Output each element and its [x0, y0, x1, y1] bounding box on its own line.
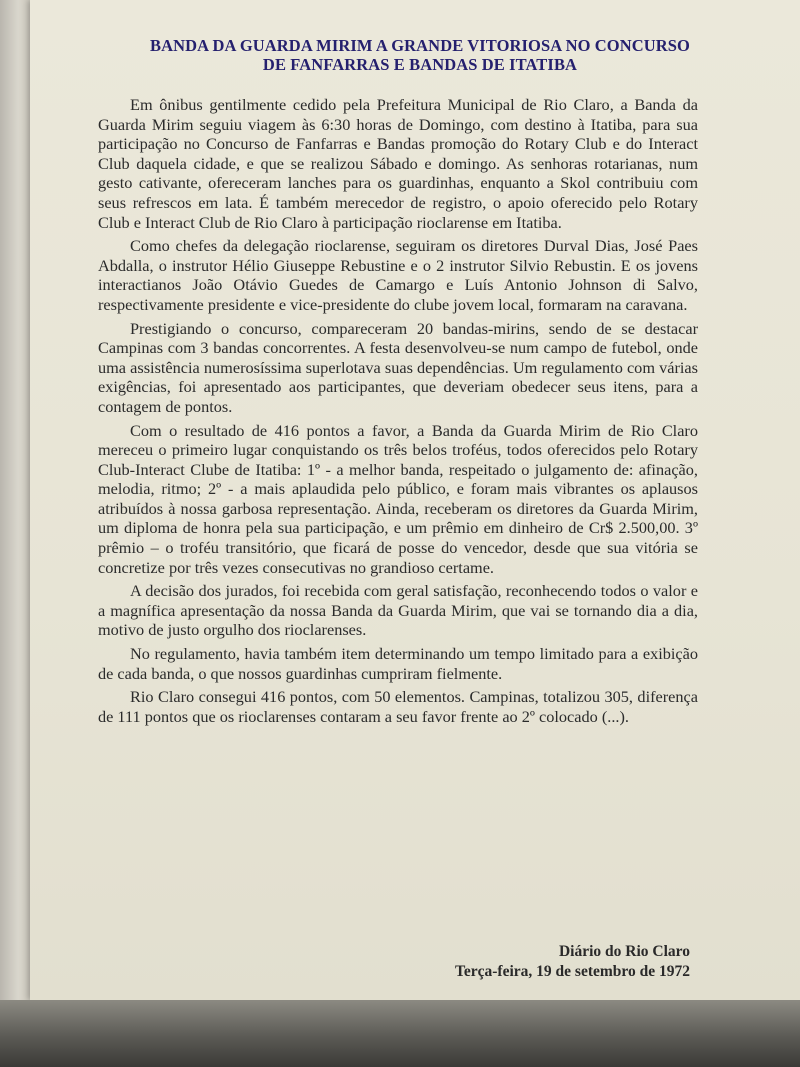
paragraph-1: Em ônibus gentilmente cedido pela Prefeitura Municipal de Rio Claro, a Banda da Guarda Mirim seguiu viagem às 6:30 horas de Domingo, com destino à Itatiba, para sua participação no Concurso de Fanfarras e Bandas promoção do Rotary Club e do Interact Club daquela cidade, e que se realizou Sábado e domingo. As senhoras rotarianas, num gesto cativante, ofereceram lanches para os guardinhas, enquanto a Skol contribuiu com seus refrescos em lata. É também merecedor de registro, o apoio oferecido pelo Rotary Club e Interact Club de Rio Claro à participação rioclarense em Itatiba.	[98, 95, 698, 232]
paragraph-5: A decisão dos jurados, foi recebida com geral satisfação, reconhecendo todos o valor e a magnífica apresentação da nossa Banda da Guarda Mirim, que vai se tornando dia a dia, motivo de justo orgulho dos rioclarenses.	[98, 581, 698, 640]
paragraph-3: Prestigiando o concurso, compareceram 20 bandas-mirins, sendo de se destacar Campinas com 3 bandas concorrentes. A festa desenvolveu-se num campo de futebol, onde uma assistência numerosíssima superlotava suas dependências. Um regulamento com várias exigências, foi apresentado aos participantes, que deveriam obedecer seus itens, para a contagem de pontos.	[98, 318, 698, 416]
headline-line-2: DE FANFARRAS E BANDAS DE ITATIBA	[262, 55, 578, 74]
article-body	[98, 95, 698, 730]
paragraph-6: No regulamento, havia também item determinando um tempo limitado para a exibição de cada banda, o que nossos guardinhas cumpriram fielmente.	[98, 644, 698, 683]
headline-line-1: BANDA DA GUARDA MIRIM A GRANDE VITORIOSA NO CONCURSO	[150, 36, 690, 55]
headline	[70, 36, 770, 74]
table-surface	[0, 1000, 800, 1067]
paragraph-2: Como chefes da delegação rioclarense, seguiram os diretores Durval Dias, José Paes Abdalla, o instrutor Hélio Giuseppe Rebustine e o 2 instrutor Silvio Rebustin. E os jovens interactianos João Otávio Guedes de Camargo e Luís Antonio Johnson di Salvo, respectivamente presidente e vice-presidente do clube jovem local, formaram na caravana.	[98, 236, 698, 314]
publication-date: Terça-feira, 19 de setembro de 1972	[454, 963, 690, 980]
paragraph-4: Com o resultado de 416 pontos a favor, a Banda da Guarda Mirim de Rio Claro mereceu o primeiro lugar conquistando os três belos troféus, todos oferecidos pelo Rotary Club-Interact Clube de Itatiba: 1º - a melhor banda, respeitado o julgamento de: afinação, melodia, ritmo; 2º - a mais aplaudida pelo público, e foram mais vibrantes os aplausos atribuídos à nossa garbosa representação. Ainda, receberam os diretores da Guarda Mirim, um diploma de honra pela sua participação, e um prêmio em dinheiro de Cr$ 2.500,00. 3º prêmio – o troféu transitório, que ficará de posse do vencedor, desde que sua vitória se concretize por três vezes consecutivas no grandioso certame.	[98, 420, 698, 577]
source-name: Diário do Rio Claro	[558, 943, 690, 960]
paragraph-7: Rio Claro consegui 416 pontos, com 50 elementos. Campinas, totalizou 305, diferença de 111 pontos que os rioclarenses contaram a seu favor frente ao 2º colocado (...).	[98, 687, 698, 726]
source-credit	[330, 942, 690, 982]
